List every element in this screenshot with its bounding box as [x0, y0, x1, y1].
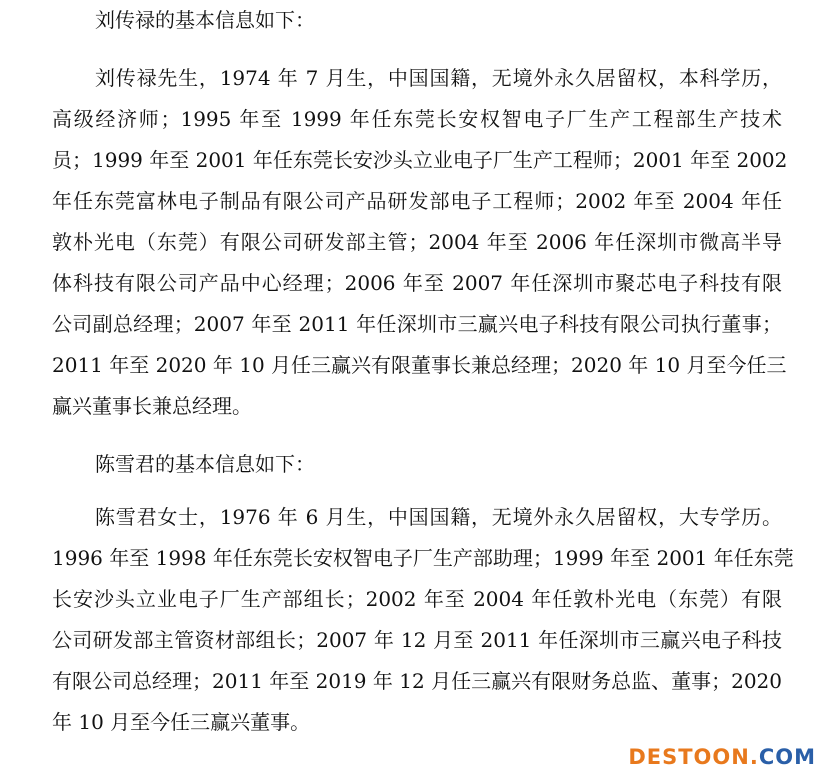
section1-heading: 刘传禄的基本信息如下： [95, 8, 315, 32]
section2-line-4: 公司研发部主管资材部组长；2007 年 12 月至 2011 年任深圳市三赢兴电子科技 [52, 628, 782, 652]
section1-line-7: 公司副总经理；2007 年至 2011 年任深圳市三赢兴电子科技有限公司执行董事； [52, 312, 782, 336]
section2-line-5: 有限公司总经理；2011 年至 2019 年 12 月任三赢兴有限财务总监、董事；2020 [52, 669, 782, 693]
destoon-watermark [628, 744, 816, 770]
section2-line-6: 年 10 月至今任三赢兴董事。 [52, 710, 311, 734]
watermark-brand: DESTOON [628, 745, 750, 769]
watermark-tld: COM [758, 745, 816, 769]
section1-line-4: 年任东莞富林电子制品有限公司产品研发部电子工程师；2002 年至 2004 年任 [52, 189, 782, 213]
section1-line-6: 体科技有限公司产品中心经理；2006 年至 2007 年任深圳市聚芯电子科技有限 [52, 271, 782, 295]
section2-line-3: 长安沙头立业电子厂生产部组长；2002 年至 2004 年任敦朴光电（东莞）有限 [52, 587, 782, 611]
section1-line-2: 高级经济师；1995 年至 1999 年任东莞长安权智电子厂生产工程部生产技术 [52, 107, 782, 131]
section1-line-5: 敦朴光电（东莞）有限公司研发部主管；2004 年至 2006 年任深圳市微高半导 [52, 230, 782, 254]
section1-line-1: 刘传禄先生，1974 年 7 月生，中国国籍，无境外永久居留权，本科学历， [95, 66, 782, 90]
section2-line-1: 陈雪君女士，1976 年 6 月生，中国国籍，无境外永久居留权，大专学历。 [95, 505, 782, 529]
section1-line-8: 2011 年至 2020 年 10 月任三赢兴有限董事长兼总经理；2020 年 10 月至今任三 [52, 353, 787, 377]
section1-line-3: 员；1999 年至 2001 年任东莞长安沙头立业电子厂生产工程师；2001 年至 2002 [52, 148, 788, 172]
section2-line-2: 1996 年至 1998 年任东莞长安权智电子厂生产部助理；1999 年至 2001 年任东莞 [52, 546, 794, 570]
section2-heading: 陈雪君的基本信息如下： [95, 452, 315, 476]
watermark-dot: . [749, 745, 759, 769]
section1-line-9: 赢兴董事长兼总经理。 [52, 394, 252, 418]
